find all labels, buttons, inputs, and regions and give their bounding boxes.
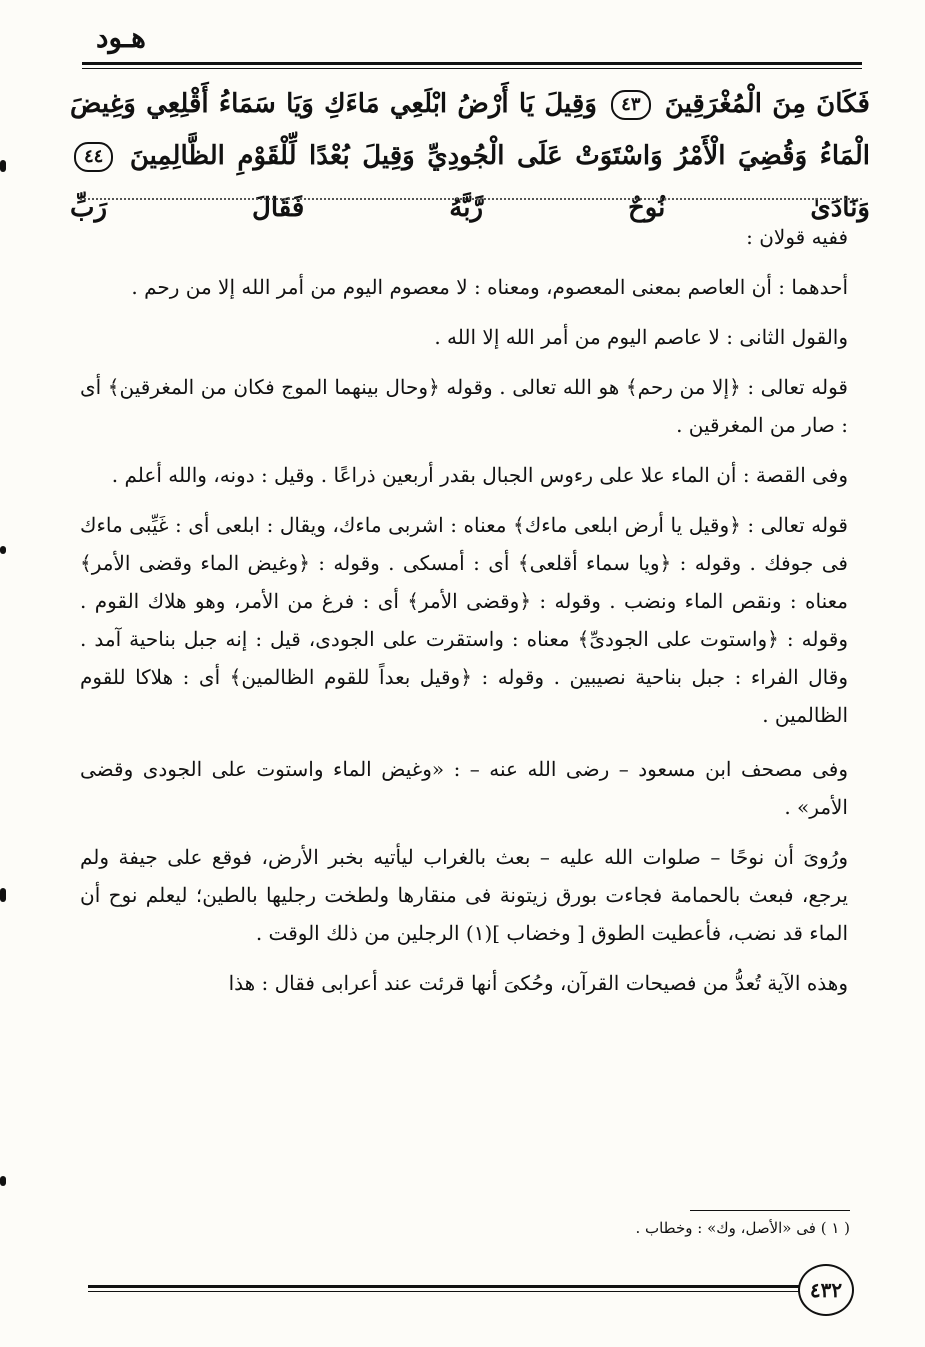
margin-mark (0, 888, 6, 902)
verse-text: فَكَانَ مِنَ الْمُغْرَقِينَ (664, 89, 870, 119)
margin-mark (0, 546, 6, 554)
margin-mark (0, 160, 6, 172)
header-rule-thick (82, 62, 862, 65)
margin-mark (0, 1176, 6, 1186)
footnote-rule (690, 1210, 850, 1211)
verse-text: الْأَمْرُ وَاسْتَوَتْ عَلَى الْجُودِيِّ وَقِيلَ بُعْدًا لِّلْقَوْمِ الظَّالِمِينَ (129, 141, 726, 171)
footnote: ( ١ ) فى «الأصل، وك» : وخطاب . (635, 1219, 850, 1237)
quran-verses (70, 78, 870, 234)
header-rule-thin (82, 68, 862, 69)
footer-rule-thin (88, 1291, 800, 1292)
paragraph: وفى القصة : أن الماء علا على رءوس الجبال بقدر أربعين ذراعًا . وقيل : دونه، والله أعلم . (111, 463, 848, 487)
paragraph: ففيه قولان : (746, 225, 848, 249)
verse-text: وَنَادَىٰ نُوحٌ رَّبَّهُ فَقَالَ رَبِّ (70, 193, 870, 223)
ayah-number-marker: ٤٤ (74, 142, 113, 172)
surah-title: هـود (96, 21, 146, 54)
commentary-body (80, 218, 848, 1014)
ayah-number-marker: ٤٣ (611, 90, 650, 120)
paragraph: قوله تعالى : ﴿وقيل يا أرض ابلعى ماءك﴾ معناه : اشربى ماءك، ويقال : ابلعى أى : غَيِّبى ماءك فى جوفك . وقوله : ﴿ويا سماء أقلعى﴾ أى : أمسكى . وقوله : ﴿وغيض الماء وقضى الأمر﴾ معناه : ونقص الماء ونضب . وقوله : ﴿وقضى الأمر﴾ أى : فرغ من الأمر، وهو هلاك القوم . وقوله : ﴿واستوت على الجودىِّ﴾ معناه : واستقرت على الجودى، قيل : إنه جبل بناحية آمد . وقال الفراء : جبل بناحية نصيبين . وقوله : ﴿وقيل بعداً للقوم الظالمين﴾ أى : هلاكا للقوم الظالمين . (80, 513, 848, 727)
verse-separator (80, 198, 862, 200)
page-number: ٤٣٢ (798, 1264, 854, 1316)
paragraph: قوله تعالى : ﴿إلا من رحم﴾ هو الله تعالى . وقوله ﴿وحال بينهما الموج فكان من المغرقين﴾ أى : صار من المغرقين . (80, 375, 848, 437)
paragraph: أحدهما : أن العاصم بمعنى المعصوم، ومعناه : لا معصوم اليوم من أمر الله إلا من رحم . (131, 275, 848, 299)
paragraph: والقول الثانى : لا عاصم اليوم من أمر الله إلا الله . (434, 325, 848, 349)
footer-rule-thick (88, 1285, 800, 1288)
paragraph: وهذه الآية تُعدُّ من فصيحات القرآن، وحُكىَ أنها قرئت عند أعرابى فقال : هذا (228, 971, 848, 995)
paragraph: وفى مصحف ابن مسعود – رضى الله عنه – : «وغيض الماء واستوت على الجودى وقضى الأمر» . (80, 757, 848, 819)
paragraph: ورُوىَ أن نوحًا – صلوات الله عليه – بعث بالغراب ليأتيه بخبر الأرض، فوقع على جيفة ولم يرجع، فبعث بالحمامة فجاءت بورق زيتونة فى منقارها ولطخت رجليها بالطين؛ ليعلم نوح أن الماء قد نضب، فأعطيت الطوق [ وخضاب ](١) الرجلين من ذلك الوقت . (80, 845, 848, 945)
verse-text: وَقِيلَ يَا أَرْضُ ابْلَعِي مَاءَكِ وَيَا سَمَاءُ أَقْلِعِي وَغِيضَ الْمَاءُ وَقُضِيَ (70, 89, 870, 171)
